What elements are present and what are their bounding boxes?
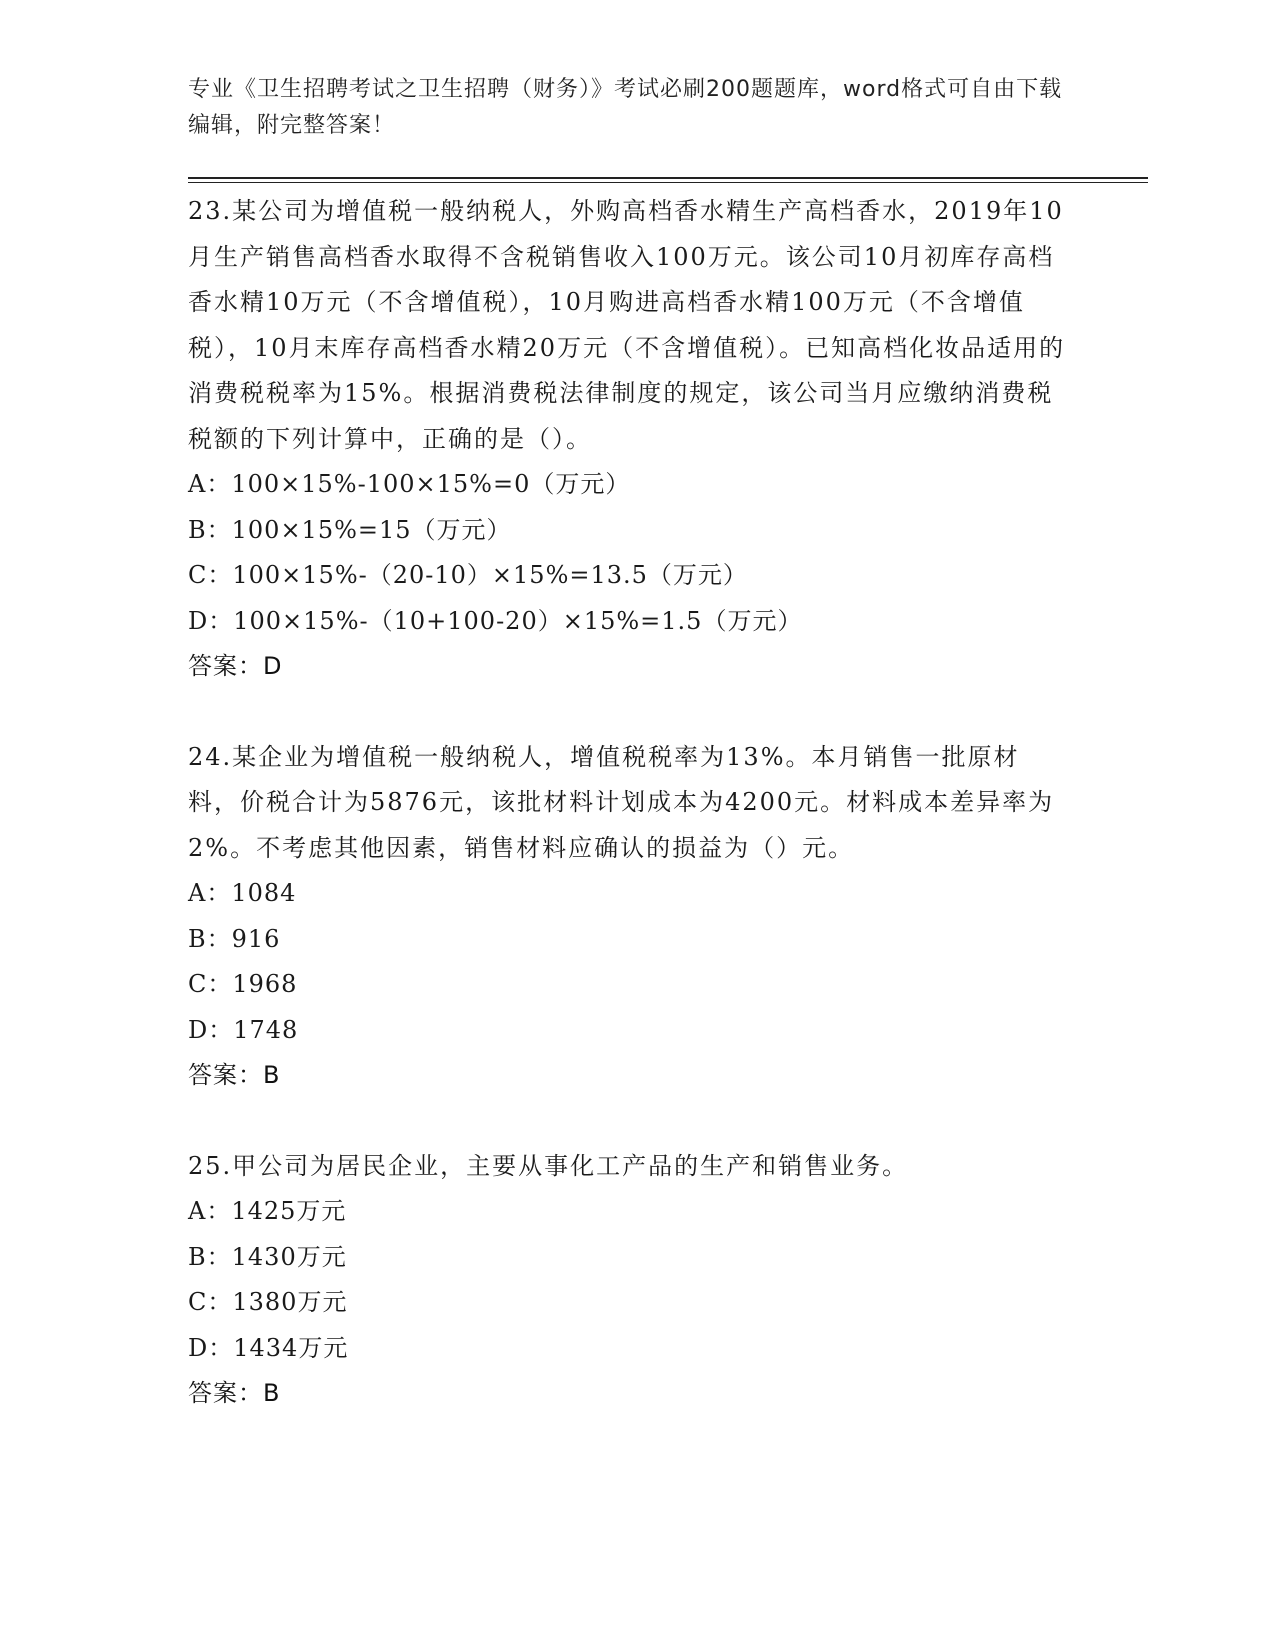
document-header: 专业《卫生招聘考试之卫生招聘（财务）》考试必刷200题题库，word格式可自由下载编辑，附完整答案！: [188, 77, 1063, 138]
answer: 答案：D: [188, 652, 283, 680]
option-a: A：1084: [188, 879, 297, 907]
question-stem: 23.某公司为增值税一般纳税人，外购高档香水精生产高档香水，2019年10月生产销售高档香水取得不含税销售收入100万元。该公司10月初库存高档香水精10万元（不含增值税），10月购进高档香水精100万元（不含增值税），10月末库存高档香水精20万元（不含增值税）。已知高档化妆品适用的消费税税率为15%。根据消费税法律制度的规定，该公司当月应缴纳消费税税额的下列计算中，正确的是（）。: [188, 197, 1066, 453]
answer: 答案：B: [188, 1379, 281, 1407]
option-d: D：100×15%-（10+100-20）×15%=1.5（万元）: [188, 606, 803, 635]
answer: 答案：B: [188, 1061, 281, 1089]
option-b: B：916: [188, 924, 281, 953]
option-d: D：1748: [188, 1015, 299, 1044]
header-divider-thin: [188, 182, 1148, 183]
question-stem: 24.某企业为增值税一般纳税人，增值税税率为13%。本月销售一批原材料，价税合计为5876元，该批材料计划成本为4200元。材料成本差异率为2%。不考虑其他因素，销售材料应确认的损益为（）元。: [188, 742, 1055, 862]
option-c: C：100×15%-（20-10）×15%=13.5（万元）: [188, 561, 748, 589]
header-divider-thick: [188, 177, 1148, 179]
option-b: B：100×15%=15（万元）: [188, 515, 512, 544]
option-c: C：1380万元: [188, 1288, 348, 1316]
question-25: [188, 1144, 1068, 1417]
option-c: C：1968: [188, 970, 298, 998]
question-stem: 25.甲公司为居民企业，主要从事化工产品的生产和销售业务。: [188, 1151, 909, 1180]
question-23: [188, 189, 1068, 690]
option-a: A：1425万元: [188, 1197, 347, 1225]
question-list: [188, 189, 1068, 1462]
option-d: D：1434万元: [188, 1333, 349, 1362]
question-24: [188, 735, 1068, 1099]
option-a: A：100×15%-100×15%=0（万元）: [188, 470, 631, 498]
option-b: B：1430万元: [188, 1242, 347, 1271]
